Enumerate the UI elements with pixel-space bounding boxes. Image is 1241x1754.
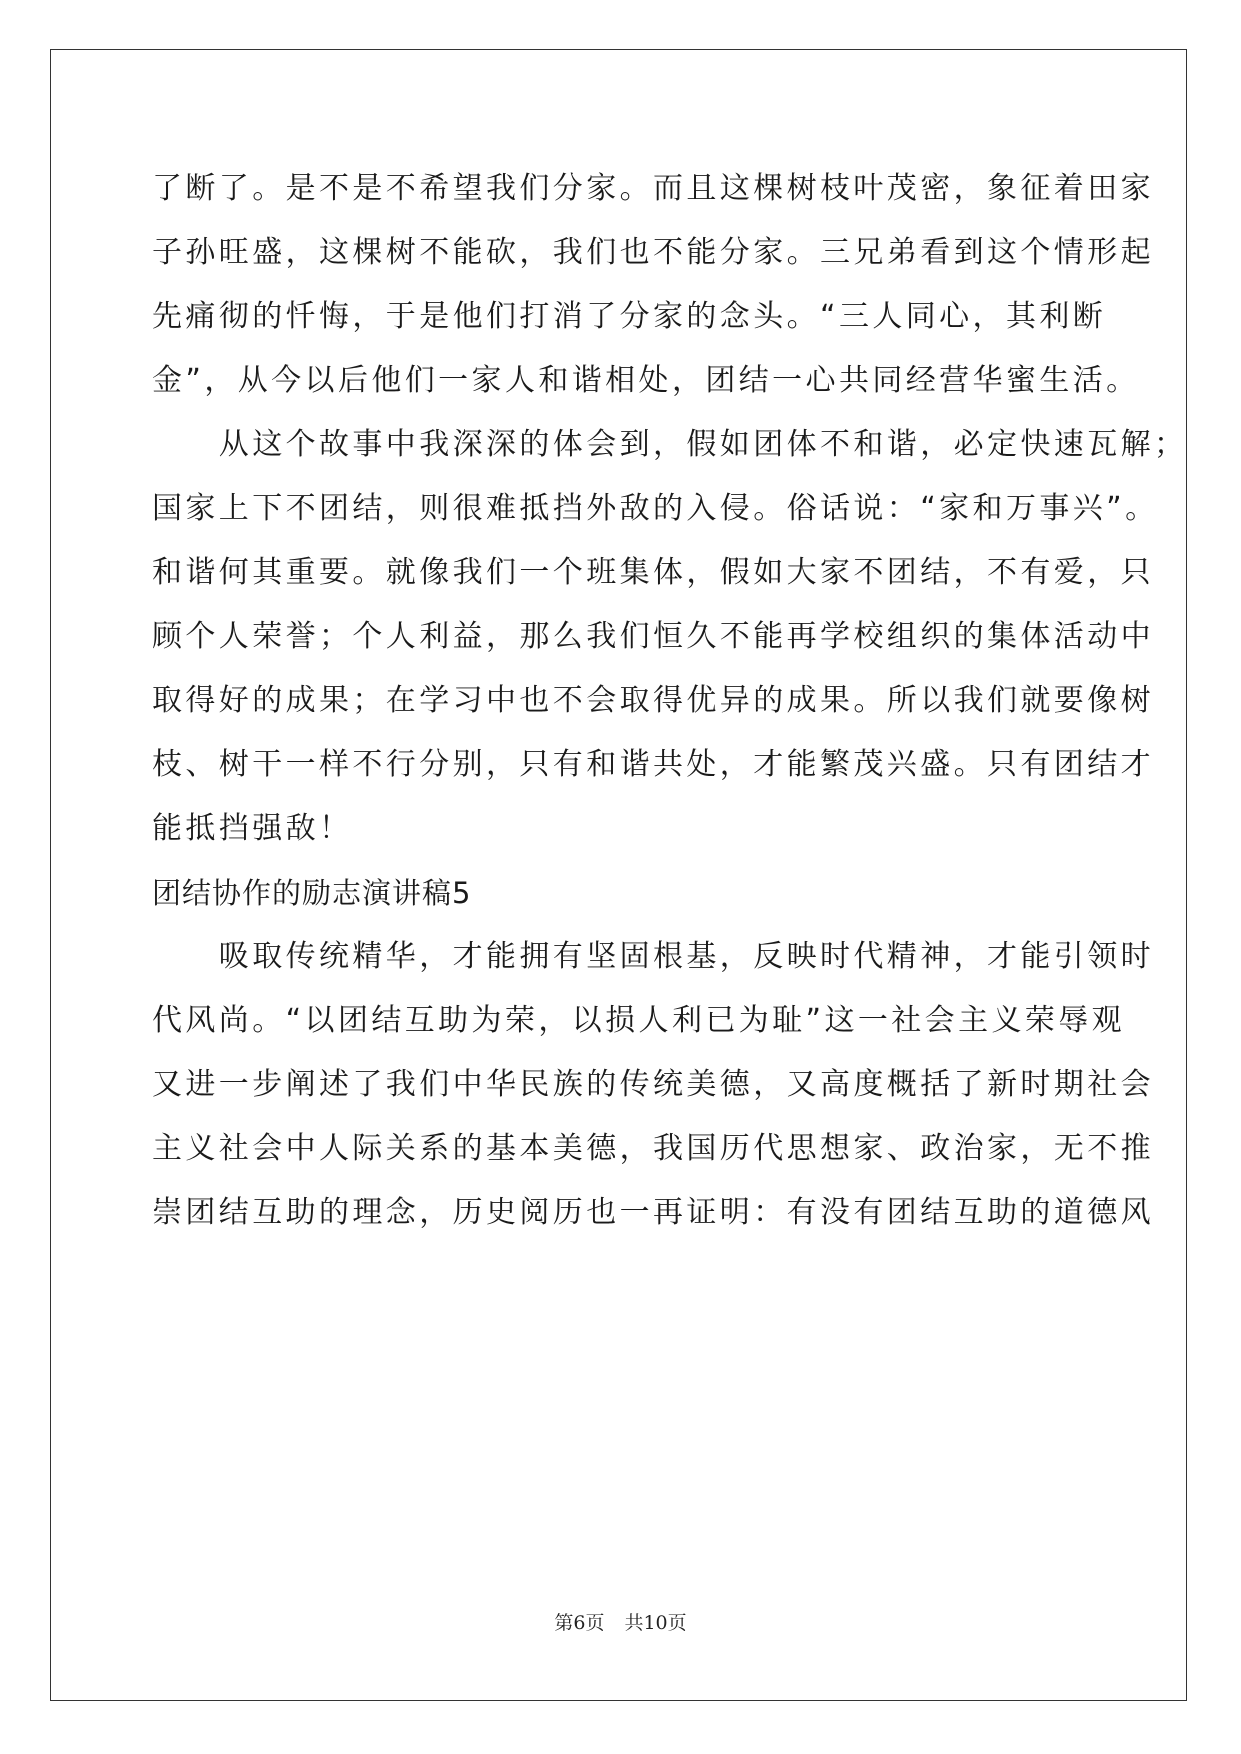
- text-line: 崇团结互助的理念，历史阅历也一再证明：有没有团结互助的道德风: [152, 1195, 1154, 1230]
- text-line: 代风尚。“以团结互助为荣，以损人利已为耻”这一社会主义荣辱观: [152, 1003, 1126, 1038]
- document-body: [152, 157, 1188, 1245]
- text-line: 顾个人荣誉；个人利益，那么我们恒久不能再学校组织的集体活动中: [152, 619, 1154, 654]
- text-line: 先痛彻的忏悔，于是他们打消了分家的念头。“三人同心，其利断: [152, 299, 1107, 334]
- text-line: 枝、树干一样不行分别，只有和谐共处，才能繁茂兴盛。只有团结才: [152, 747, 1154, 782]
- text-line: 从这个故事中我深深的体会到，假如团体不和谐，必定快速瓦解；: [152, 427, 1188, 462]
- page-number: 第6页: [554, 1612, 605, 1634]
- page-total: 共10页: [624, 1612, 687, 1634]
- text-line: 又进一步阐述了我们中华民族的传统美德，又高度概括了新时期社会: [152, 1067, 1154, 1102]
- text-line: 吸取传统精华，才能拥有坚固根基，反映时代精神，才能引领时: [152, 939, 1154, 974]
- text-line: 了断了。是不是不希望我们分家。而且这棵树枝叶茂密，象征着田家: [152, 171, 1154, 206]
- text-line: 能抵挡强敌！: [152, 811, 353, 846]
- text-line: 和谐何其重要。就像我们一个班集体，假如大家不团结，不有爱，只: [152, 555, 1154, 590]
- text-line: 国家上下不团结，则很难抵挡外敌的入侵。俗话说：“家和万事兴”。: [152, 491, 1159, 526]
- section-heading: 团结协作的励志演讲稿5: [152, 876, 472, 910]
- text-line: 金”，从今以后他们一家人和谐相处，团结一心共同经营华蜜生活。: [152, 363, 1140, 398]
- text-line: 取得好的成果；在学习中也不会取得优异的成果。所以我们就要像树: [152, 683, 1154, 718]
- text-line: 主义社会中人际关系的基本美德，我国历代思想家、政治家，无不推: [152, 1131, 1154, 1166]
- page-footer: [0, 1608, 1241, 1635]
- text-line: 子孙旺盛，这棵树不能砍，我们也不能分家。三兄弟看到这个情形起: [152, 235, 1154, 270]
